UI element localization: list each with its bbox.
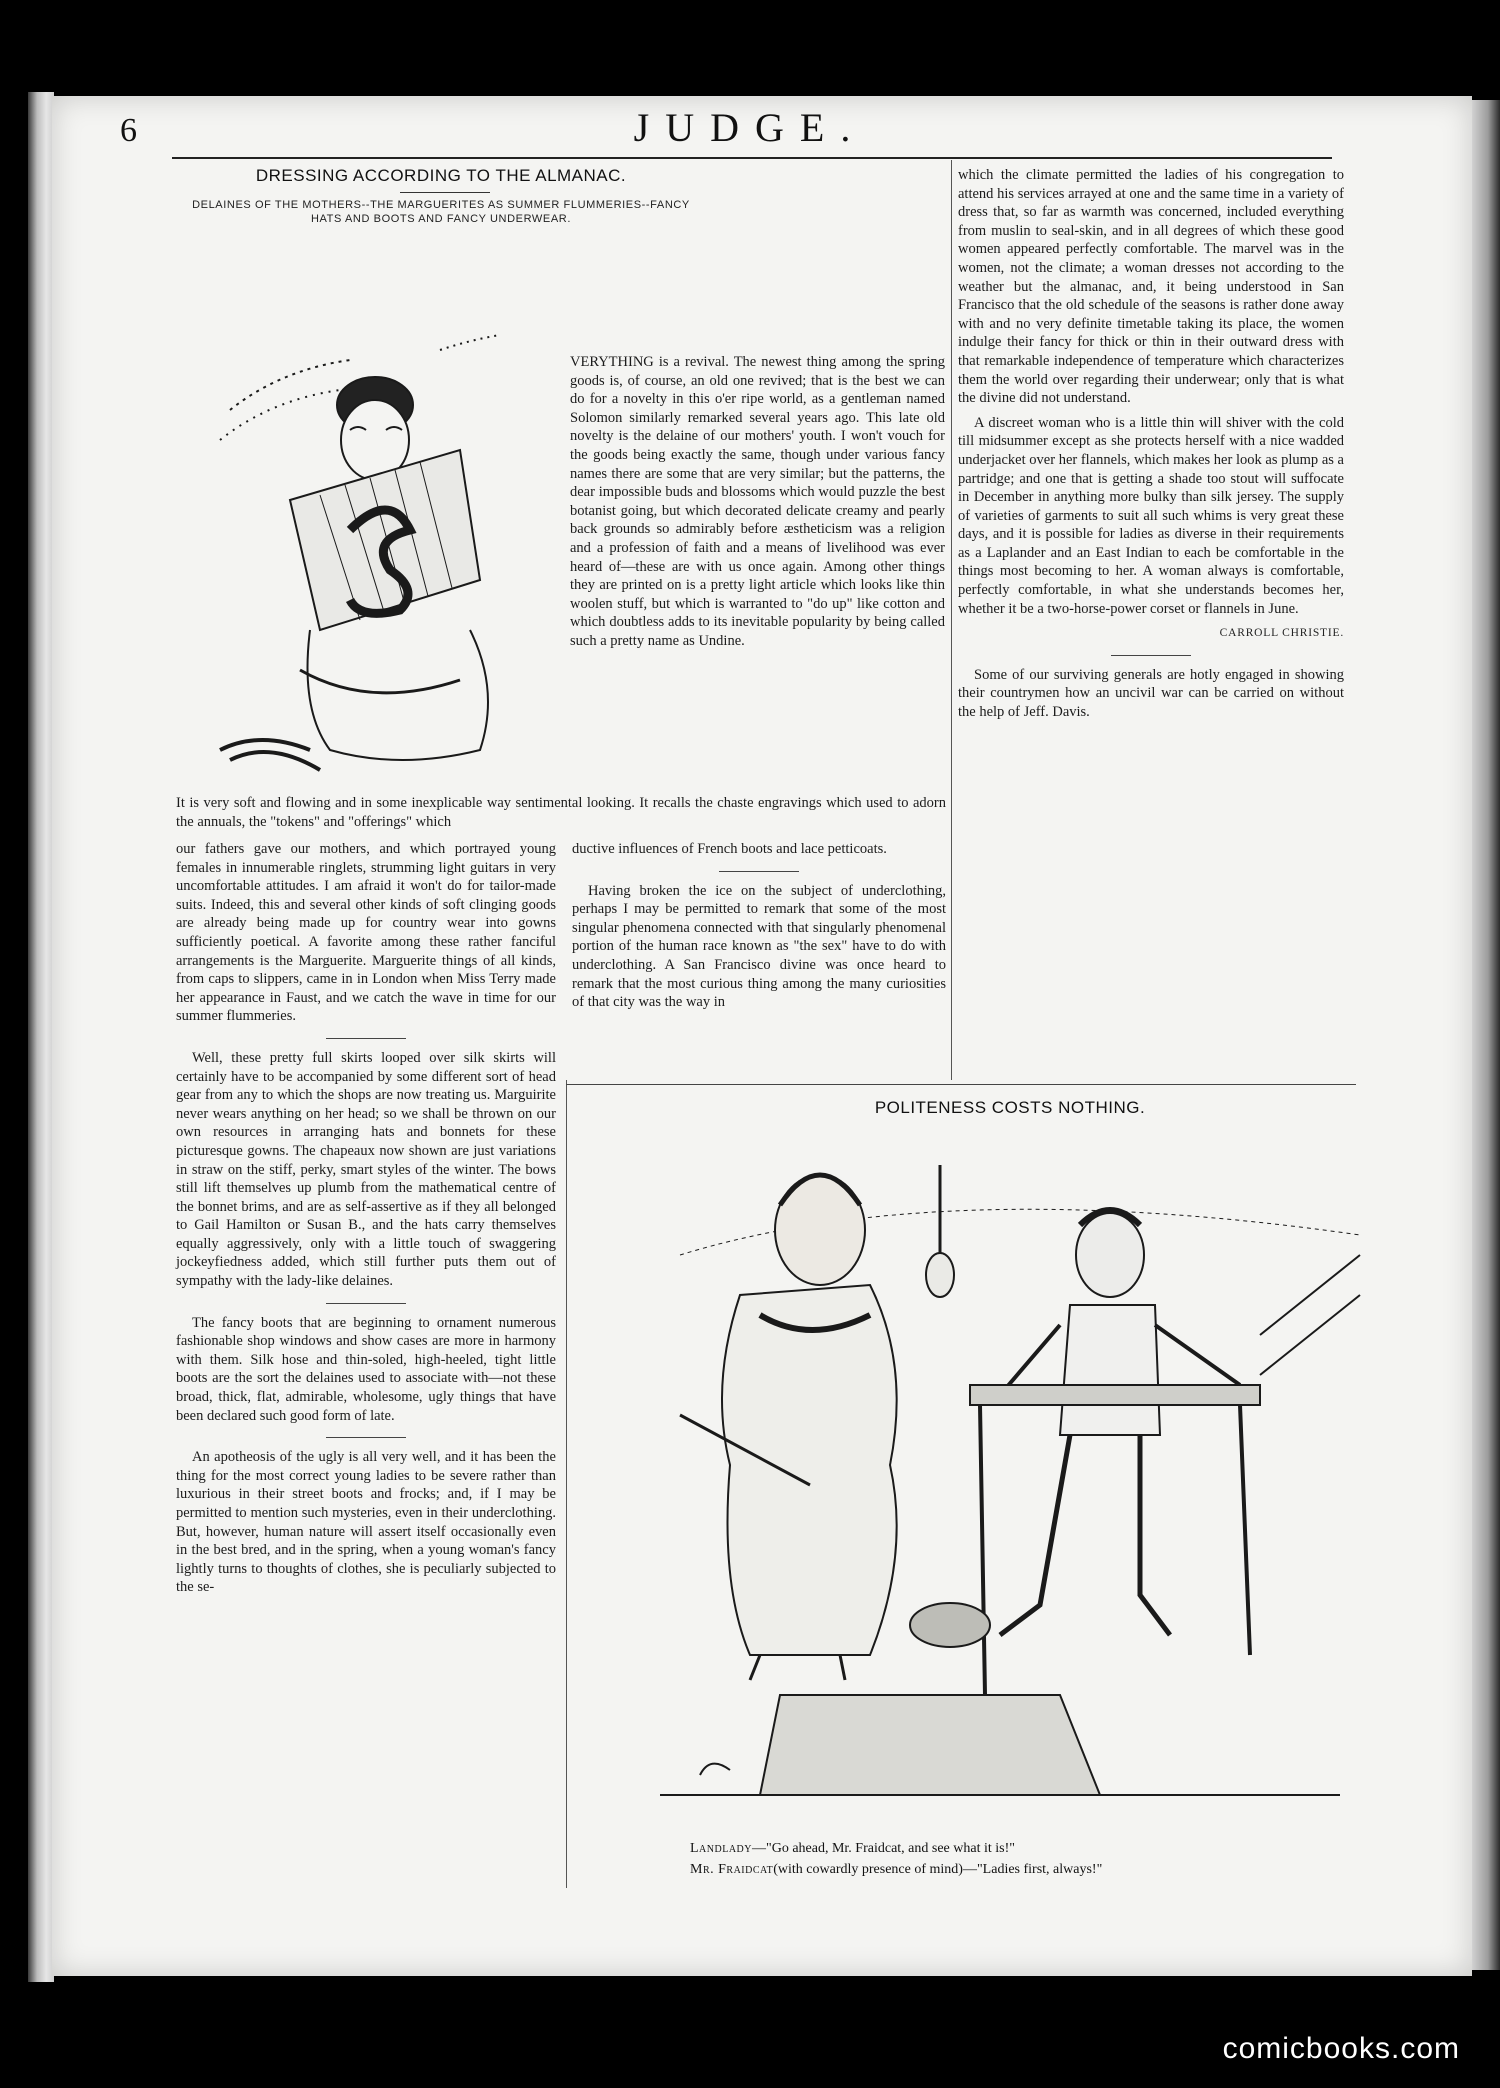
caption-text-fraidcat: (with cowardly presence of mind)—"Ladies first, always!"	[773, 1862, 1103, 1877]
paragraph-head-gear: Well, these pretty full skirts looped over silk skirts will certainly have to be accompanied by some different sort of head gear from any to which the shops are now treating us. Marguirite never wears anything on her head; so we shall be thrown on our own resources in arranging hats and bonnets for these picturesque gowns. The chapeaux now shown are just variations in straw on the stiff, perky, smart styles of the winter. The bows still lift themselves up plumb from the mathematical centre of the bonnet brims, and are as self-assertive as if they all belonged to Gail Hamilton or Susan B., and the hats carry themselves equally aggressively, only with a little touch of swaggering jockeyfiedness added, which still further puts them out of sympathy with the lady-like delaines.	[176, 1049, 556, 1290]
scan-page-edge-left	[28, 92, 54, 1982]
article-intro-right-column	[570, 353, 945, 657]
article-column-1	[176, 840, 556, 1603]
caption-speaker-landlady: Landlady	[690, 1841, 752, 1856]
paragraph-discreet-woman: A discreet woman who is a little thin will shiver with the cold till midsummer except as she protects herself with a nice wadded underjacket over her flannels, which makes her look as plump as a partridge; and one that is getting a shade too stout will suffocate in December in anything more bulky than silk jersey. The supply of varieties of garments to suit all such whims is very great these days, and it is possible for ladies as diverse in their requirements as a Laplander and an East Indian to each be comfortable in the things most becoming to her. A woman always is comfortable, perfectly comfortable, in what she understands becomes her, whether it be a two-horse-power corset or flannels in June.	[958, 414, 1344, 617]
wide-paragraph: It is very soft and flowing and in some inexplicable way sentimental looking. It recalls the chaste engravings which used to adorn the annuals, the "tokens" and "offerings" which	[176, 795, 946, 830]
cartoon-title: POLITENESS COSTS NOTHING.	[874, 1098, 1146, 1117]
section-rule	[326, 1303, 406, 1304]
scan-page-edge-right	[1470, 100, 1500, 1970]
page-number: 6	[120, 112, 137, 149]
site-watermark: comicbooks.com	[1222, 2032, 1460, 2065]
caption-line-landlady	[690, 1838, 1390, 1859]
masthead: JUDGE.	[633, 105, 867, 150]
paragraph-apotheosis: An apotheosis of the ugly is all very well, and it has been the thing for the most correct young ladies to be severe rather than luxurious in their street boots and frocks; and, if I may be permitted to mention such mysteries, even in their underclothing. But, however, human nature will assert itself occasionally even in the best bred, and in the spring, when a young woman's fancy lightly turns to thoughts of clothes, she is peculiarly subjected to the se-	[176, 1449, 556, 1596]
header-rule	[172, 157, 1332, 159]
article-subtitle: DELAINES OF THE MOTHERS--THE MARGUERITES AS SUMMER FLUMMERIES--FANCY HATS AND BOOTS AND FANCY UNDERWEAR.	[192, 199, 690, 225]
column-divider-left	[566, 1080, 567, 1888]
title-rule	[400, 192, 490, 193]
paragraph-underclothing: Having broken the ice on the subject of underclothing, perhaps I may be permitted to remark that some of the most singular phenomena connected with that singularly phenomenal portion of the human race known as "the sex" have to do with underclothing. A San Francisco divine was once heard to remark that the most curious thing among the many curiosities of that city was the way in	[572, 882, 946, 1011]
caption-text-landlady: —"Go ahead, Mr. Fraidcat, and see what it is!"	[752, 1841, 1015, 1856]
article-title: DRESSING ACCORDING TO THE ALMANAC.	[255, 166, 627, 185]
section-rule	[326, 1437, 406, 1438]
column-divider-right	[951, 160, 952, 1080]
article-column-2	[572, 840, 946, 1018]
section-rule	[719, 871, 799, 872]
caption-line-fraidcat	[690, 1859, 1390, 1880]
paragraph-generals: Some of our surviving generals are hotly engaged in showing their countrymen how an uncivil war can be carried on without the help of Jeff. Davis.	[958, 666, 1344, 721]
cartoon-top-rule	[566, 1084, 1356, 1085]
woman-with-fan-illustration	[200, 330, 560, 780]
paragraph-french-boots: ductive influences of French boots and lace petticoats.	[572, 841, 887, 857]
landlady-and-fraidcat-cartoon	[640, 1135, 1370, 1825]
paragraph-fancy-boots: The fancy boots that are beginning to ornament numerous fashionable shop windows and show cases are more in harmony with them. Silk hose and thin-soled, high-heeled, tight little boots are the sort the delaines used to associate with—not these broad, thick, flat, admirable, wholesome, ugly things that have been declared such good form of late.	[176, 1314, 556, 1424]
intro-paragraph: VERYTHING is a revival. The newest thing among the spring goods is, of course, an old one revived; that is the best we can do for a novelty in this o'er ripe world, as a gentleman named Solomon similarly remarked several years ago. This late old novelty is the delaine of our mothers' youth. I won't vouch for the goods being exactly the same, though under various fancy names there are some that are very similar; but the patterns, the dear impossible buds and blossoms which would puzzle the best botanist going, but which decorated delicate creamy and pearly back grounds so admirably before æstheticism was a religion and a profession of faith and a means of livelihood was ever heard of—these are with us once again. Among other things they are printed on is a pretty light article which looks like thin woolen stuff, but which is warranted to "do up" like cotton and which doubtless adds to its inevitable popularity by being called such a pretty name as Undine.	[570, 354, 945, 649]
article-wide-line	[176, 794, 946, 837]
article-column-3	[958, 166, 1344, 728]
cartoon-caption	[690, 1838, 1390, 1880]
paragraph-climate: which the climate permitted the ladies of his congregation to attend his services arrayed at one and the same time in a variety of dress that, so far as warmth was concerned, included everything from muslin to seal-skin, and in all degrees of which these good women appeared perfectly comfortable. The marvel was in the women, not the climate; a woman dresses not according to the weather but the almanac, and, it being understood in San Francisco that the old schedule of the seasons is rather done away with and no very definite timetable taking its place, the women indulge their fancy for thick or thin in their outward dress with that remarkable independence of temperature which characterizes them the world over regarding their underwear; only that is what the divine did not understand.	[958, 167, 1344, 407]
section-rule	[326, 1038, 406, 1039]
author-signature: CARROLL CHRISTIE.	[1219, 627, 1344, 640]
paragraph-marguerite: our fathers gave our mothers, and which portrayed young females in innumerable ringlets, strumming light guitars in very uncomfortable attitudes. I am afraid it won't do for tailor-made suits. Indeed, this and several other kinds of soft clinging goods are already being made up for country wear into gowns sufficiently poetical. A favorite among these rather fanciful arrangements is the Marguerite. Marguerite things of all kinds, from caps to slippers, came in in London when Miss Terry made her appearance in Faust, and we catch the wave in time for our summer flummeries.	[176, 841, 556, 1025]
section-rule	[1111, 655, 1191, 656]
caption-speaker-fraidcat: Mr. Fraidcat	[690, 1862, 774, 1877]
